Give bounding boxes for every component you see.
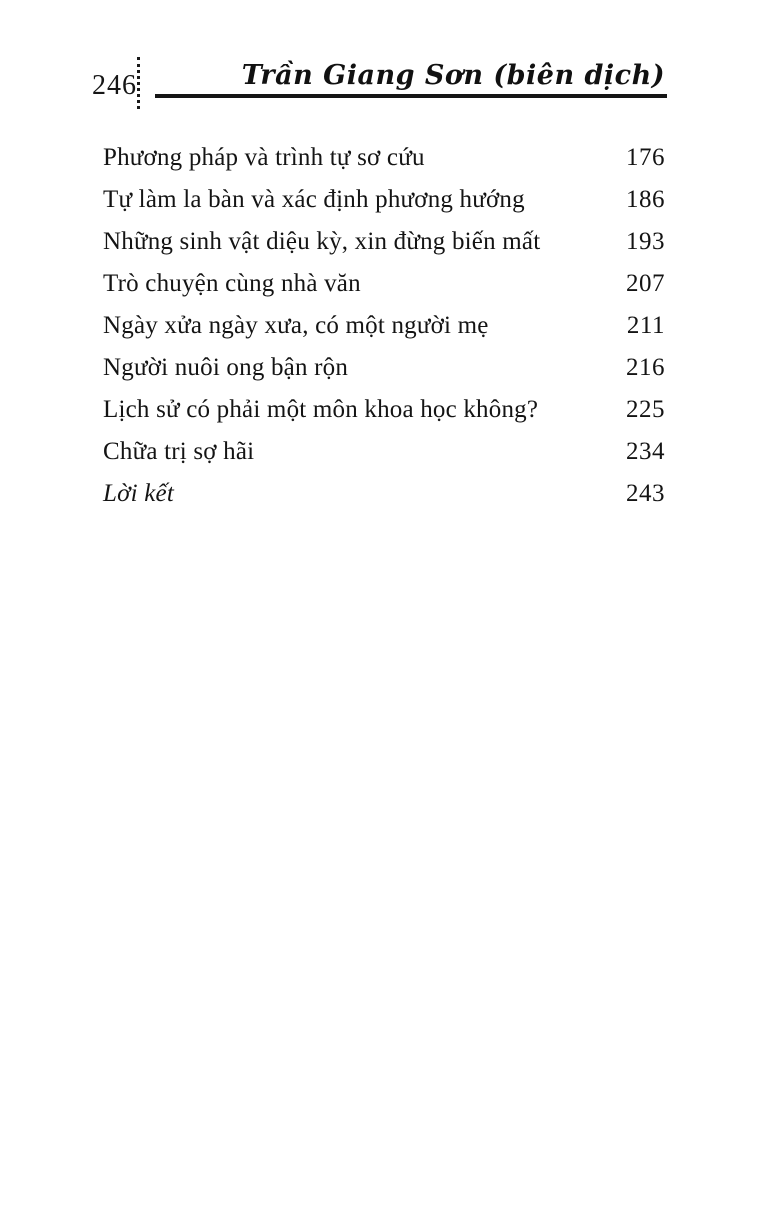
header-double-rule [155, 94, 667, 98]
toc-entry-title: Những sinh vật diệu kỳ, xin đừng biến mất [103, 228, 541, 255]
toc-entry-page: 225 [626, 396, 665, 423]
toc-entry [103, 473, 665, 515]
toc-entry-title: Chữa trị sợ hãi [103, 438, 255, 465]
running-head-author: Trần Giang Sơn (biên dịch) [241, 60, 665, 91]
dotted-vertical-divider [137, 57, 140, 109]
toc-entry-page: 176 [626, 144, 665, 171]
toc-entry [103, 179, 665, 221]
toc-entry-page: 186 [626, 186, 665, 213]
page-header [0, 0, 768, 120]
toc-entry-title: Ngày xửa ngày xưa, có một người mẹ [103, 312, 489, 339]
toc-entry [103, 431, 665, 473]
toc-entry-title: Trò chuyện cùng nhà văn [103, 270, 361, 297]
toc-entry [103, 221, 665, 263]
toc-entry-page: 211 [626, 312, 665, 339]
toc-entry-title: Lịch sử có phải một môn khoa học không? [103, 396, 539, 423]
toc-entry-page: 243 [626, 480, 665, 507]
toc-entry-page: 216 [626, 354, 665, 381]
toc-entry [103, 263, 665, 305]
toc-entry [103, 305, 665, 347]
toc-entry-title: Tự làm la bàn và xác định phương hướng [103, 186, 525, 213]
toc-entry-title: Phương pháp và trình tự sơ cứu [103, 144, 425, 171]
table-of-contents [103, 137, 665, 515]
toc-entry [103, 389, 665, 431]
toc-entry-page: 207 [626, 270, 665, 297]
toc-entry [103, 347, 665, 389]
page-number: 246 [92, 70, 137, 101]
toc-entry-title: Lời kết [103, 480, 174, 507]
toc-entry-page: 234 [626, 438, 665, 465]
toc-entry [103, 137, 665, 179]
toc-entry-page: 193 [626, 228, 665, 255]
toc-entry-title: Người nuôi ong bận rộn [103, 354, 349, 381]
